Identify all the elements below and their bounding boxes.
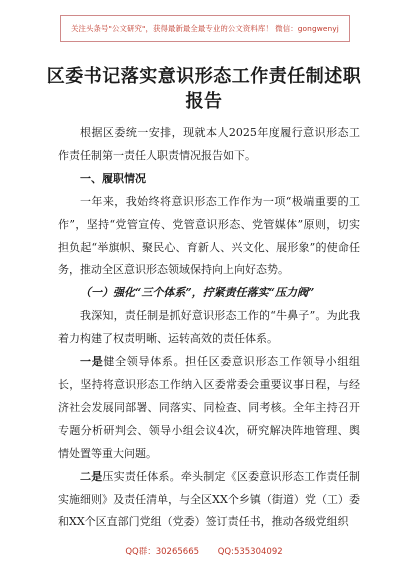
promo-header-text: 关注头条号"公文研究"，获得最新最全最专业的公文资料库！ 微信：gongwenyj — [71, 24, 339, 33]
intro-paragraph: 根据区委统一安排，现就本人2025年度履行意识形态工作责任制第一责任人职责情况报告如下。 — [58, 126, 360, 162]
system2-lead: 二是 — [80, 469, 103, 483]
system1-text: 健全领导体系。担任区委意识形态工作领导小组组长，坚持将意识形态工作纳入区委常委会重要议事日程，与经济社会发展同部署、同落实、同检查、同考核。全年主持召开专题分析研判会、领导小组会议4次，研究解决阵地管理、舆情处置等重大问题。 — [58, 355, 361, 460]
promo-header-banner — [60, 15, 350, 42]
document-title: 区委书记落实意识形态工作责任制述职报告 — [46, 66, 362, 112]
system2-paragraph — [58, 466, 360, 535]
qq-group-text: QQ群：30265665 — [125, 547, 200, 557]
subsection-heading-1: （一）强化“三个体系”，拧紧责任落实“压力阀” — [80, 286, 315, 300]
contact-footer — [0, 545, 408, 557]
system2-text: 压实责任体系。牵头制定《区委意识形态工作责任制实施细则》及责任清单，与全区XX个乡镇（街道）党（工）委和XX个区直部门党组（党委）签订责任书，推动各级党组织 — [58, 469, 361, 529]
subsection1-paragraph: 我深知，责任制是抓好意识形态工作的“牛鼻子”。为此我着力构建了权责明晰、运转高效的责任体系。 — [58, 309, 360, 346]
system1-paragraph — [58, 351, 360, 466]
section-heading-1: 一、履职情况 — [80, 171, 146, 185]
document-body — [58, 122, 360, 534]
qq-contact-text: QQ:535304092 — [217, 547, 283, 557]
system1-lead: 一是 — [80, 355, 104, 369]
section1-paragraph: 一年来，我始终将意识形态工作作为一项“极端重要的工作”，坚持“党管宣传、党管意识形态、党管媒体”原则，切实担负起“举旗帜、聚民心、育新人、兴文化、展形象”的使命任务，推动全区意识形态领域保持向上向好态势。 — [58, 194, 360, 277]
